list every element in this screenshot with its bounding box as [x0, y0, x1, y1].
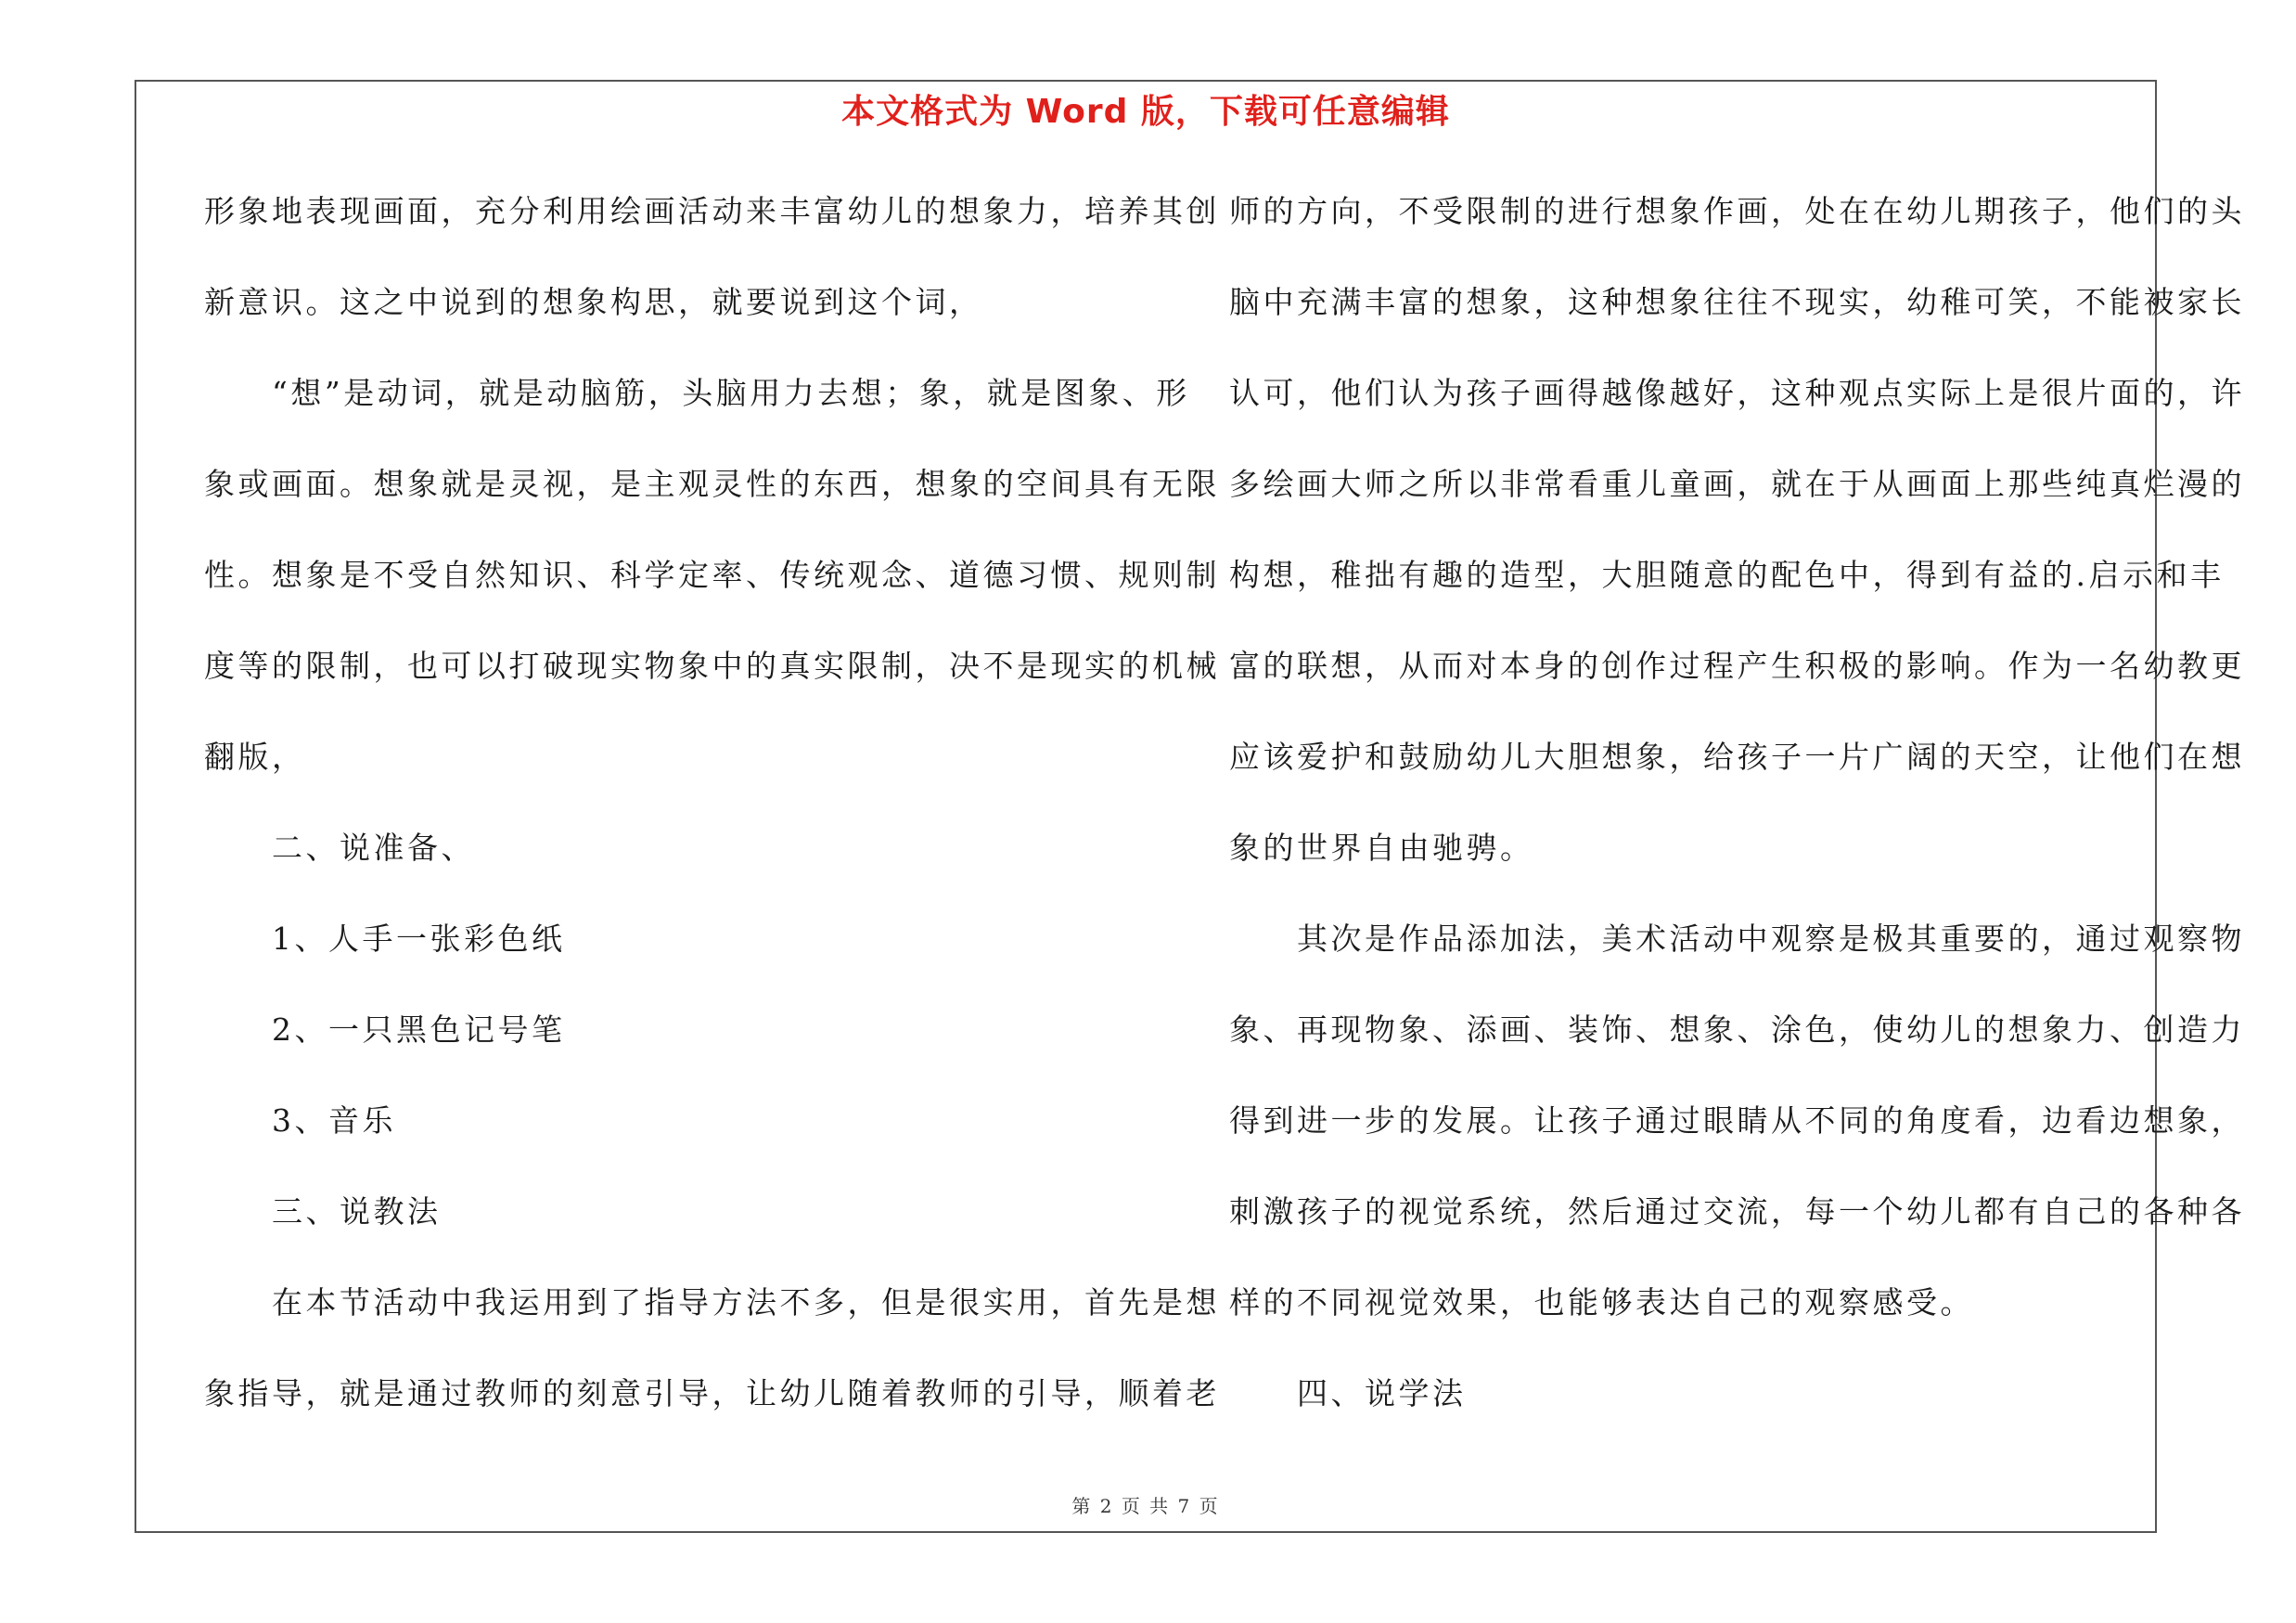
- text-line: 富的联想，从而对本身的创作过程产生积极的影响。作为一名幼教更: [1229, 648, 2245, 684]
- text-line: 翻版，: [204, 739, 306, 775]
- list-item: 3、音乐: [204, 1102, 396, 1139]
- text-line: 象的世界自由驰骋。: [1229, 830, 1534, 866]
- left-column: [204, 183, 1220, 1456]
- text-line: 象或画面。想象就是灵视，是主观灵性的东西，想象的空间具有无限: [204, 466, 1220, 502]
- list-item: 1、人手一张彩色纸: [204, 921, 566, 957]
- section-heading: 二、说准备、: [204, 830, 475, 866]
- text-line: 象、再现物象、添画、装饰、想象、涂色，使幼儿的想象力、创造力: [1229, 1011, 2245, 1048]
- text-line: 脑中充满丰富的想象，这种想象往往不现实，幼稚可笑，不能被家长: [1229, 284, 2245, 320]
- text-line: “想”是动词，就是动脑筋，头脑用力去想；象，就是图象、形: [204, 375, 1190, 411]
- list-item: 2、一只黑色记号笔: [204, 1011, 566, 1048]
- text-line: 多绘画大师之所以非常看重儿童画，就在于从画面上那些纯真烂漫的: [1229, 466, 2245, 502]
- text-line: 构想，稚拙有趣的造型，大胆随意的配色中，得到有益的.启示和丰: [1229, 557, 2225, 593]
- text-line: 得到进一步的发展。让孩子通过眼睛从不同的角度看，边看边想象，: [1229, 1102, 2245, 1139]
- text-line: 其次是作品添加法，美术活动中观察是极其重要的，通过观察物: [1229, 921, 2245, 957]
- section-heading: 三、说教法: [204, 1193, 442, 1230]
- text-line: 师的方向，不受限制的进行想象作画，处在在幼儿期孩子，他们的头: [1229, 193, 2245, 229]
- text-line: 度等的限制，也可以打破现实物象中的真实限制，决不是现实的机械: [204, 648, 1220, 684]
- text-line: 性。想象是不受自然知识、科学定率、传统观念、道德习惯、规则制: [204, 557, 1220, 593]
- format-banner: 本文格式为 Word 版，下载可任意编辑: [841, 93, 1450, 131]
- text-line: 形象地表现画面，充分利用绘画活动来丰富幼儿的想象力，培养其创: [204, 193, 1220, 229]
- page-number-footer: 第 2 页 共 7 页: [1071, 1495, 1220, 1517]
- text-line: 象指导，就是通过教师的刻意引导，让幼儿随着教师的引导，顺着老: [204, 1375, 1220, 1411]
- text-line: 刺激孩子的视觉系统，然后通过交流，每一个幼儿都有自己的各种各: [1229, 1193, 2245, 1230]
- text-line: 认可，他们认为孩子画得越像越好，这种观点实际上是很片面的，许: [1229, 375, 2245, 411]
- text-line: 样的不同视觉效果，也能够表达自己的观察感受。: [1229, 1284, 1974, 1320]
- text-line: 应该爱护和鼓励幼儿大胆想象，给孩子一片广阔的天空，让他们在想: [1229, 739, 2245, 775]
- text-line: 在本节活动中我运用到了指导方法不多，但是很实用，首先是想: [204, 1284, 1220, 1320]
- right-column: [1229, 183, 2245, 1456]
- section-heading: 四、说学法: [1229, 1375, 1467, 1411]
- text-line: 新意识。这之中说到的想象构思，就要说到这个词，: [204, 284, 983, 320]
